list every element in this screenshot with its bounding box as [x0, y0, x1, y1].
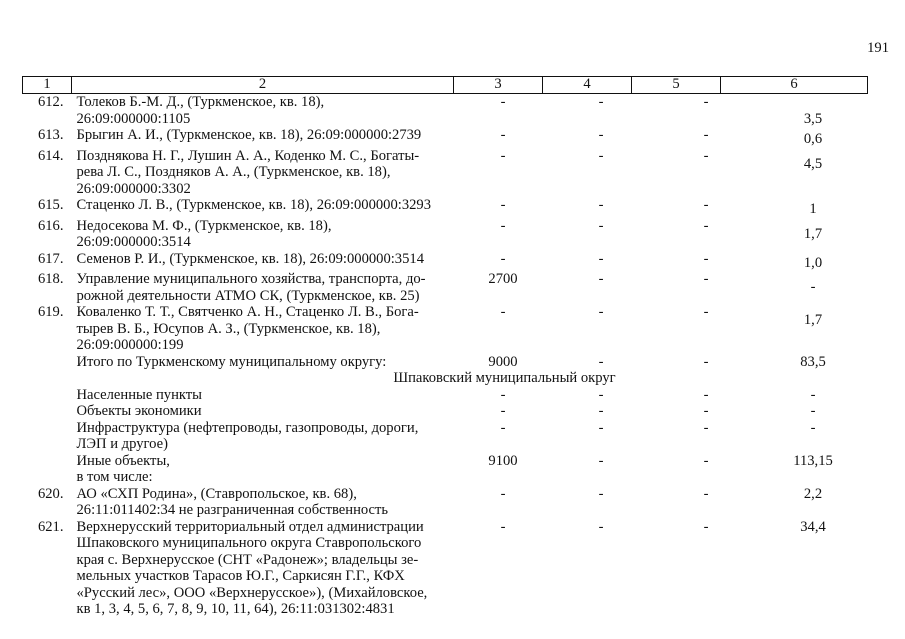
value-text: -	[703, 250, 709, 267]
row-number: 615.	[37, 197, 64, 213]
row-value-c4	[543, 271, 632, 304]
row-value-c4	[543, 197, 632, 218]
description-line: 26:09:000000:199	[76, 337, 184, 353]
row-value-c5	[632, 271, 721, 304]
value-text: 2700	[488, 271, 518, 287]
row-number	[23, 453, 72, 486]
description-line: Позднякова Н. Г., Лушин А. А., Коденко М. С., Богаты-	[76, 147, 420, 164]
row-value-c5	[632, 387, 721, 404]
row-value-c5	[632, 420, 721, 453]
row-value-c6	[721, 148, 868, 198]
value-text: -	[598, 386, 604, 403]
row-description	[72, 127, 454, 148]
row-value-c3	[454, 453, 543, 486]
description-line: 26:09:000000:3302	[76, 180, 191, 197]
header-col-3: 3	[454, 77, 543, 94]
section-title: Шпаковский муниципальный округ	[393, 370, 616, 386]
value-text: 9100	[488, 452, 518, 469]
value-text: -	[500, 485, 506, 502]
row-description	[72, 486, 454, 519]
value-text: -	[703, 452, 709, 469]
description-line: АО «СХП Родина», (Ставропольское, кв. 68),	[76, 485, 357, 502]
row-value-c5	[632, 148, 721, 198]
document-table	[22, 76, 868, 618]
description-line: Семенов Р. И., (Туркменское, кв. 18), 26:09:000000:3514	[76, 250, 424, 267]
description-line: Шпаковского муниципального округа Ставропольского	[76, 535, 422, 551]
header-col-1: 1	[23, 77, 72, 94]
table-row	[23, 218, 868, 251]
row-value-c6	[721, 387, 868, 404]
row-value-c3	[454, 387, 543, 404]
row-number: 620.	[37, 485, 64, 502]
table-row	[23, 354, 868, 371]
value-text: -	[703, 386, 709, 403]
row-description	[72, 271, 454, 304]
description-line: рева Л. С., Поздняков А. А., (Туркменское, кв. 18),	[76, 164, 391, 180]
value-text: -	[500, 403, 506, 419]
description-line: рожной деятельности АТМО СК, (Туркменское, кв. 25)	[76, 287, 420, 304]
row-value-c5	[632, 127, 721, 148]
value-text: -	[703, 419, 709, 436]
row-value-c3	[454, 486, 543, 519]
row-value-c3	[454, 403, 543, 420]
row-number	[23, 403, 72, 420]
description-line: Иные объекты,	[76, 452, 170, 469]
page-number: 191	[867, 40, 889, 56]
table-row	[23, 148, 868, 198]
row-description	[72, 148, 454, 198]
description-line: кв 1, 3, 4, 5, 6, 7, 8, 9, 10, 11, 64), 26:11:031302:4831	[76, 601, 395, 617]
table-row	[23, 251, 868, 272]
row-value-c6	[721, 271, 868, 304]
value-text: 3,5	[803, 110, 823, 127]
table-row	[23, 486, 868, 519]
row-value-c3	[454, 251, 543, 272]
value-text: 9000	[488, 353, 518, 370]
row-value-c4	[543, 251, 632, 272]
row-number: 614.	[37, 147, 64, 164]
value-text: -	[703, 304, 709, 320]
value-text: -	[598, 304, 604, 320]
row-number: 612.	[37, 94, 64, 110]
value-text: 34,4	[800, 518, 826, 535]
row-description	[72, 304, 454, 354]
row-value-c5	[632, 218, 721, 251]
value-text: -	[500, 250, 506, 267]
header-col-2: 2	[72, 77, 454, 94]
value-text: -	[703, 518, 709, 535]
value-text: -	[500, 419, 506, 436]
value-text: -	[598, 452, 604, 469]
row-value-c6	[721, 486, 868, 519]
row-value-c5	[632, 453, 721, 486]
description-line: «Русский лес», ООО «Верхнерусское»), (Михайловское,	[76, 584, 428, 601]
table-row	[23, 387, 868, 404]
value-text: -	[500, 304, 506, 320]
description-line: Верхнерусский территориальный отдел администрации	[76, 518, 424, 535]
description-line: Коваленко Т. Т., Святченко А. Н., Стаценко Л. В., Бога-	[76, 304, 419, 320]
description-line: 26:09:000000:3514	[76, 234, 191, 250]
value-text: 1,0	[803, 254, 823, 271]
row-description	[72, 94, 454, 128]
value-text: -	[500, 94, 506, 110]
table-row	[23, 94, 868, 128]
row-value-c4	[543, 354, 632, 371]
value-text: 113,15	[793, 452, 833, 469]
row-value-c4	[543, 486, 632, 519]
description-line: Недосекова М. Ф., (Туркменское, кв. 18),	[76, 217, 332, 234]
value-text: -	[598, 485, 604, 502]
row-value-c5	[632, 486, 721, 519]
row-value-c3	[454, 148, 543, 198]
table-row	[23, 271, 868, 304]
table-row	[23, 197, 868, 218]
value-text: -	[598, 419, 604, 436]
row-value-c6	[721, 94, 868, 128]
value-text: -	[810, 419, 816, 436]
value-text: -	[598, 403, 604, 419]
row-description	[72, 453, 454, 486]
row-value-c3	[454, 354, 543, 371]
row-value-c6	[721, 453, 868, 486]
row-value-c6	[721, 403, 868, 420]
value-text: 83,5	[800, 353, 826, 370]
row-description	[72, 420, 454, 453]
row-value-c3	[454, 197, 543, 218]
description-line: Объекты экономики	[76, 403, 202, 419]
row-value-c6	[721, 127, 868, 148]
table-row	[23, 420, 868, 453]
value-text: -	[598, 94, 604, 110]
value-text: -	[500, 147, 506, 164]
row-number: 617.	[37, 250, 64, 267]
description-line: Стаценко Л. В., (Туркменское, кв. 18), 26:09:000000:3293	[76, 197, 432, 213]
value-text: -	[598, 197, 604, 213]
header-col-4: 4	[543, 77, 632, 94]
row-description	[72, 403, 454, 420]
row-number: 621.	[37, 518, 64, 535]
value-text: -	[598, 518, 604, 535]
description-line: 26:11:011402:34 не разграниченная собственность	[76, 502, 389, 518]
row-value-c4	[543, 403, 632, 420]
table-row	[23, 304, 868, 354]
row-value-c3	[454, 271, 543, 304]
row-number	[23, 420, 72, 453]
row-value-c3	[454, 218, 543, 251]
value-text: -	[703, 217, 709, 234]
value-text: -	[810, 279, 816, 295]
row-value-c3	[454, 304, 543, 354]
value-text: -	[703, 271, 709, 287]
value-text: 1,7	[803, 312, 823, 328]
row-number: 616.	[37, 217, 64, 234]
row-value-c3	[454, 127, 543, 148]
value-text: -	[703, 353, 709, 370]
value-text: -	[500, 217, 506, 234]
row-value-c6	[721, 304, 868, 354]
row-value-c5	[632, 251, 721, 272]
row-value-c4	[543, 94, 632, 128]
value-text: -	[703, 403, 709, 419]
row-value-c5	[632, 304, 721, 354]
table-body-shpakovsky	[23, 387, 868, 618]
value-text: -	[598, 353, 604, 370]
row-value-c6	[721, 354, 868, 371]
header-col-6: 6	[721, 77, 868, 94]
value-text: -	[703, 94, 709, 110]
row-value-c5	[632, 197, 721, 218]
value-text: -	[598, 250, 604, 267]
value-text: -	[810, 386, 816, 403]
value-text: 1,7	[803, 225, 823, 242]
row-value-c3	[454, 420, 543, 453]
row-description	[72, 251, 454, 272]
table-body-turkmen	[23, 94, 868, 371]
value-text: -	[598, 147, 604, 164]
row-value-c3	[454, 94, 543, 128]
row-description	[72, 387, 454, 404]
value-text: -	[703, 127, 709, 143]
value-text: -	[500, 518, 506, 535]
row-description	[72, 218, 454, 251]
value-text: 0,6	[803, 131, 823, 147]
row-value-c4	[543, 453, 632, 486]
section-row	[23, 370, 868, 387]
description-line: Инфраструктура (нефтепроводы, газопроводы, дороги,	[76, 419, 419, 436]
row-number: 618.	[37, 271, 64, 287]
row-value-c4	[543, 519, 632, 618]
description-line: 26:09:000000:1105	[76, 110, 191, 127]
value-text: 2,2	[803, 485, 823, 502]
row-description	[72, 519, 454, 618]
value-text: -	[598, 217, 604, 234]
value-text: -	[703, 197, 709, 213]
value-text: 1	[809, 201, 817, 217]
table-header	[23, 77, 868, 94]
description-line: Населенные пункты	[76, 386, 202, 403]
row-value-c4	[543, 148, 632, 198]
section-heading	[23, 370, 868, 387]
row-value-c6	[721, 218, 868, 251]
row-number: 619.	[37, 304, 64, 320]
value-text: -	[500, 386, 506, 403]
row-description	[72, 354, 454, 371]
value-text: 4,5	[803, 155, 823, 172]
row-value-c6	[721, 197, 868, 218]
header-row	[23, 77, 868, 94]
row-value-c6	[721, 251, 868, 272]
row-value-c5	[632, 94, 721, 128]
table-row	[23, 127, 868, 148]
value-text: -	[810, 403, 816, 419]
row-number: 613.	[37, 127, 64, 143]
row-value-c4	[543, 127, 632, 148]
header-col-5: 5	[632, 77, 721, 94]
row-description	[72, 197, 454, 218]
row-value-c5	[632, 519, 721, 618]
value-text: -	[598, 271, 604, 287]
description-line: мельных участков Тарасов Ю.Г., Саркисян Г.Г., КФХ	[76, 568, 405, 584]
row-number	[23, 354, 72, 371]
value-text: -	[500, 127, 506, 143]
row-value-c5	[632, 354, 721, 371]
description-line: Управление муниципального хозяйства, транспорта, до-	[76, 271, 426, 287]
row-value-c5	[632, 403, 721, 420]
value-text: -	[703, 485, 709, 502]
row-value-c4	[543, 420, 632, 453]
description-line: Брыгин А. И., (Туркменское, кв. 18), 26:09:000000:2739	[76, 127, 422, 143]
description-line: в том числе:	[76, 469, 153, 485]
description-line: Толеков Б.-М. Д., (Туркменское, кв. 18),	[76, 94, 325, 110]
row-value-c4	[543, 387, 632, 404]
value-text: -	[500, 197, 506, 213]
value-text: -	[703, 147, 709, 164]
table-row	[23, 519, 868, 618]
row-value-c6	[721, 519, 868, 618]
table-row	[23, 453, 868, 486]
row-value-c6	[721, 420, 868, 453]
value-text: -	[598, 127, 604, 143]
row-value-c4	[543, 218, 632, 251]
description-line: края с. Верхнерусское (СНТ «Радонеж»; владельцы зе-	[76, 551, 419, 568]
row-value-c4	[543, 304, 632, 354]
description-line: Итого по Туркменскому муниципальному округу:	[76, 353, 387, 370]
description-line: тырев В. Б., Юсупов А. З., (Туркменское, кв. 18),	[76, 320, 381, 337]
row-value-c3	[454, 519, 543, 618]
description-line: ЛЭП и другое)	[76, 436, 168, 452]
row-number	[23, 387, 72, 404]
table-row	[23, 403, 868, 420]
